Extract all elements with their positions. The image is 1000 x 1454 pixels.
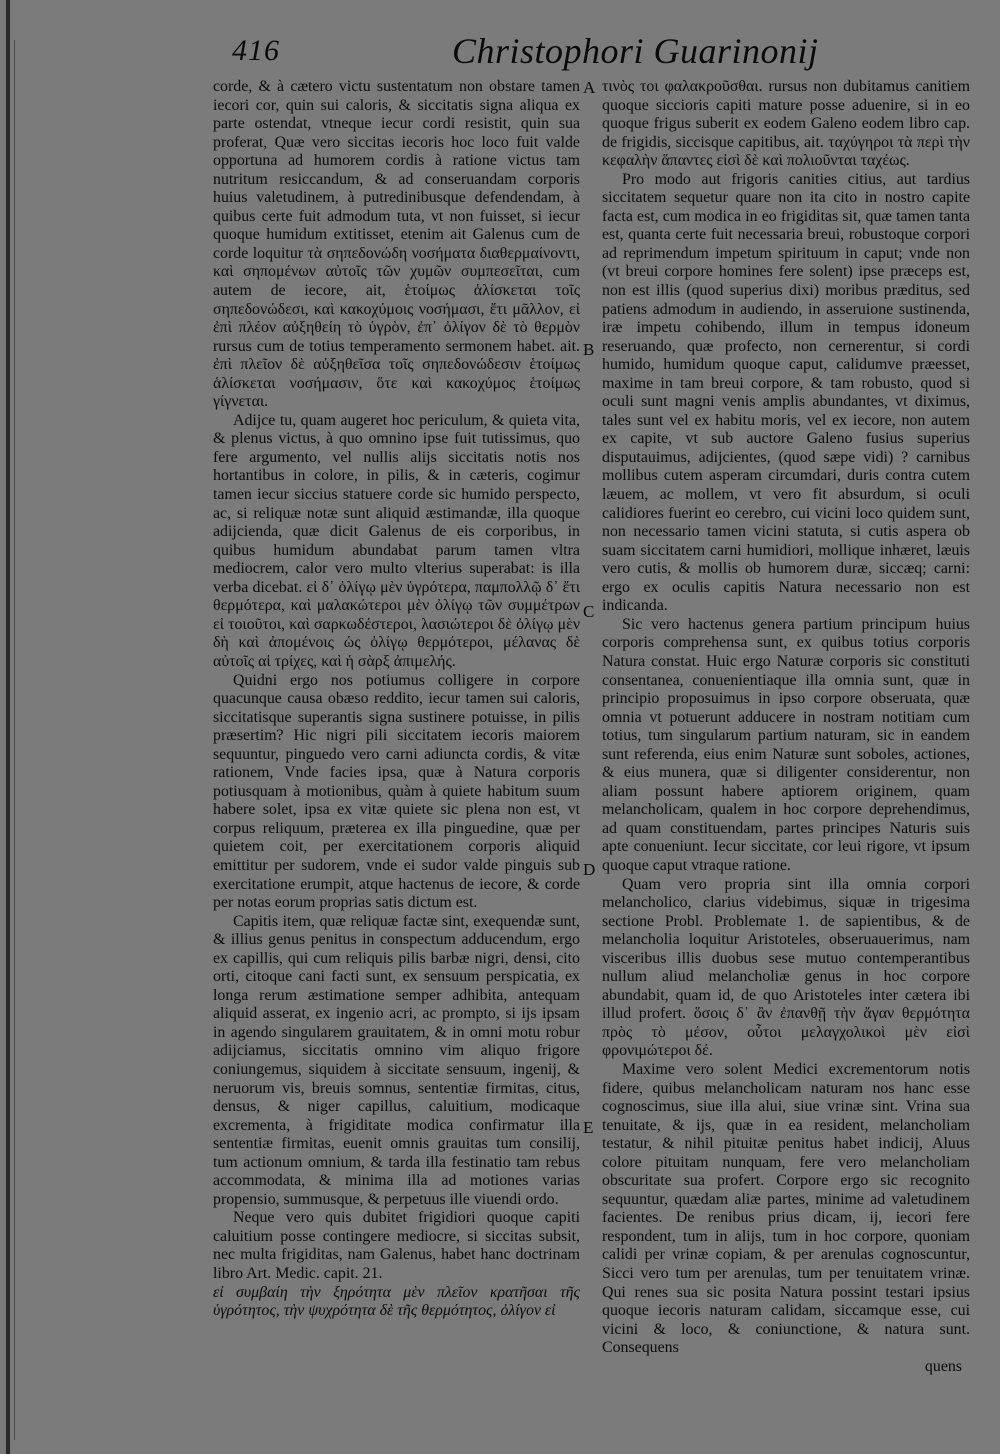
page-number: 416: [232, 34, 280, 67]
paragraph: τινὸς τοι φαλακροῦσθαι. rursus non dubitamus canitiem quoque siccioris capiti mature posse aduenire, si in eo quoque frigus suberit ex eodem Galeno eodem libro cap. de frigidis, siccisque capitibus, ait. ταχύγηροι τὰ περὶ τὴν κεφαλὴν ἅπαντες εἰσὶ δὲ καὶ πολιοῦνται ταχέως.: [602, 78, 970, 170]
page-gutter-line: [14, 40, 15, 1440]
catchword: quens: [924, 1357, 962, 1375]
paragraph: Pro modo aut frigoris canities citius, aut tardius siccitatem sequetur quare non ita cito in nostro capite facta est, cum modica in eo frigiditas sit, quæ tamen tanta est, quanta certe fuit necessaria breui, robustoque corpori ad reprimendum impetum spirituum in caput; vnde non (vt breui corpore homines fere solent) ipse præceps est, non est illis (quod superius dixi) moribus præditus, sed patiens admodum in audiendo, in asseruione sustinenda, iræ impetu cohibendo, illum in tempus idoneum reseruando, quæ profecto, non cernerentur, si cordi humido, humidum quoque caput, calidumve præesset, maxime in tam breui corpore, & tam robusto, quod si oculi sunt magni venis amplis abundantes, vt diximus, tales sunt vel ex habitu moris, vel ex iecore, non autem ex capite, vt sub auctore Galeno fusius superius disputauimus, adijcientes, (quod sæpe vidi) ? carnibus mollibus cutem asperam circumdari, duris contra cutem læuem, ac mollem, vt vero fit absurdum, si oculi calidiores fuerint eo cerebro, cui vicini loco quidem sunt, non necessario tamen vicini statuta, si cutis aspera ob suam siccitatem carni humidiori, mollique inhæret, læuis vero cutis, & mollis ob humorem duræ, siccæq; carni: ergo ex oculis capitis Natura necessario non est indicanda.: [602, 170, 970, 615]
paragraph: Sic vero hactenus genera partium principum huius corporis comprehensa sunt, ex quibus totius corporis Natura constat. Huic ergo Naturæ corporis sic constituti consentanea, conuenientiaque illa omnia sunt, quæ in principio proposuimus in ipso corpore obseruata, quæ omnia vt potuerunt adducere in nostram notitiam cum totius, tum singularum partium naturam, sic in eandem sunt referenda, eius enim Naturæ sunt soboles, actiones, & eius munera, quæ si diligenter considerentur, non aliam possunt habere aptiorem originem, quam melancholicam, qualem in hoc corpore deprehendimus, ad quam constituendam, partes principes Naturis suis apte conueniunt. Iecur siccitate, cor leui rigore, vt ipsum quoque caput vtraque ratione.: [602, 615, 970, 874]
paragraph: Capitis item, quæ reliquæ factæ sint, exequendæ sunt, & illius genus penitus in conspectum adducendum, ergo ex capillis, qui cum reliquis pilis barbæ nigri, densi, cito orti, citoque cani facti sunt, ex sensuum perspicatia, ex longa rerum æstimatione semper adhibita, antequam aliquid asserat, ex ingenio acri, ac prompto, si ijs ipsam in agendo singularem grauitatem, & in omni motu robur adijciamus, siccitatis omnino vim aliquo frigore coniungemus, siquidem à siccitate sensuum, ingenij, & neruorum vis, breuis somnus, sententiæ firmitas, citus, densus, & niger capillus, caluitium, modicaque excrementa, à frigiditate modica confirmatur illa sententiæ firmitas, euenit omnis grauitas tum consilij, tum actionum omnium, & tarda illa festinatio tam rebus accommodata, & minima illa ad motiones varias propensio, summusque, & perpetuus ille viuendi ordo.: [213, 912, 580, 1208]
right-text-column: [602, 78, 970, 1376]
margin-marker-c: C: [583, 602, 595, 621]
page-spine-edge: [6, 0, 10, 1454]
paragraph: Maxime vero solent Medici excrementorum notis fidere, quibus melancholicam naturam nos hanc esse cognoscimus, siue illa alui, siue vrinæ sint. Vrina sua tenuitate, & ijs, quæ in ea resident, melancholiam testatur, & nihil pituitæ penitus habet indicij, Aluus colore pituitam nunquam, fere vero melancholiam obscuritate sua profert. Corpore ergo sic recognito sequuntur, quædam aliæ partes, minime ad valetudinem facientes. De renibus prius dicam, ij, iecori fere respondent, tum in alijs, tum in hoc corpore, quoniam calidi per vrinæ copiam, & per arenulas cognoscuntur, Sicci vero tum per arenulas, tum per tenuitatem vrinæ. Qui renes sua sic posita Natura possint testari ipsius quoque iecoris naturam calidam, siccamque esse, cui vicini & loco, & coniunctione, & natura sunt. Consequens: [602, 1060, 970, 1357]
greek-quotation: εἰ συμβαίη τὴν ξηρότητα μὲν πλεῖον κρατῆσαι τῆς ὑγρότητος, τὴν ψυχρότητα δὲ τῆς θερμότητος, ὀλίγον εἰ: [213, 1283, 580, 1320]
margin-marker-a: A: [583, 78, 596, 97]
margin-marker-b: B: [583, 340, 595, 359]
paragraph: Neque vero quis dubitet frigidiori quoque capiti caluitium posse contingere mediocre, si siccitas subsit, nec multa frigiditas, nam Galenus, habet hanc doctrinam libro Art. Medic. capit. 21.: [213, 1209, 580, 1282]
paragraph: corde, & à cætero victu sustentatum non obstare tamen iecori cor, quin sui caloris, & siccitatis signa aliqua ex parte ostendat, vtneque iecur cordi resistit, quin sua proferat, Quæ vero siccitas iecoris hoc loco fuit valde opportuna ad humorem cordis à ratione victus tam nutritum resiccandum, & ad conseruandam corporis huius valetudinem, à putredinibusque defendendam, à quibus certe fuit admodum tuta, vt non fuisset, si iecur quoque humidum extitisset, etenim ait Galenus cum de corde loquitur τὰ σηπεδονώδη νοσήματα διαθερμαίνοντι, καὶ σηπομένων αὐτοῖς τῶν χυμῶν συμπεσεῖται, cum autem de iecore, ait, ἑτοίμως ἁλίσκεται τοῖς σηπεδονώδεσι, καὶ κακοχύμοις νοσήμασι, ἔτι μᾶλλον, εἰ ἐπὶ πλέον αὐξηθείη τὸ ὑγρὸν, ἐπ᾿ ὀλίγον δὲ τὸ θερμὸν rursus cum de totius temperamento sermonem habet. ait. ἐπὶ πλεῖον δὲ αὐξηθεῖσα τοῖς σηπεδονώδεσιν ἑτοίμως ἁλίσκεται νοσήμασιν, ὅτε καὶ κακοχύμος ἑτοίμως γίγνεται.: [213, 78, 580, 411]
paragraph: Quidni ergo nos potiumus colligere in corpore quacunque causa obæso reddito, iecur tamen sui caloris, siccitatisque superantis signa sustinere potuisse, in pilis præsertim? Hic nigri pili siccitatem iecoris maiorem sequuntur, pinguedo vero carni adiuncta cordis, & vitæ rationem, Vnde facies ipsa, quæ à Natura corporis potiusquam à motionibus, quàm à quiete habitum suum habere solet, ipsa ex vitæ quiete sic plena non est, vt corpus reliquum, præterea ex illa pinguedine, quæ per quietem coit, per exercitationem corporis aliquid emittitur per sudorem, vnde ei sudor valde pinguis sub exercitatione erumpit, atque hactenus de iecore, & corde per notas eorum proprias satis dictum est.: [213, 671, 580, 912]
margin-marker-e: E: [583, 1118, 594, 1137]
paragraph: Adijce tu, quam augeret hoc periculum, & quieta vita, & plenus victus, à quo omnino ipse fuit tutissimus, quo fere argumento, vel nullis alijs siccitatis notis nos hortantibus in colore, in pilis, & in cæteris, cogimur tamen iecur siccius statuere corde sic humido perspecto, ac, si reliquæ notæ sunt aliquid æstimandæ, illa quoque adijcienda, quæ dicit Galenus de eis corporibus, in quibus humidum abundabat parum tamen vltra mediocrem, calor vero multo vlterius superabat: is illa verba dicebat. εἰ δ᾿ ὀλίγῳ μὲν ὑγρότερα, παμπολλῷ δ᾿ ἔτι θερμότερα, καὶ μαλακώτεροι μὲν ὀλίγῳ τῶν συμμέτρων εἰ τοιοῦτοι, καὶ σαρκωδέστεροι, λασιώτεροι δὲ ὀλίγῳ μὲν δὴ καὶ ἀπομένοις ὡς ὀλίγῳ θερμότεροι, μέλανας δὲ αὐτοῖς αἱ τρίχες, καὶ ἡ σὰρξ ἀπιμελής.: [213, 411, 580, 670]
paragraph: Quam vero propria sint illa omnia corpori melancholico, clarius videbimus, siquæ in trigesima sectione Probl. Problemate 1. de sapientibus, & de melancholia loquitur Aristoteles, obseruauerimus, nam visceribus illis duobus sese mutuo contemperantibus nullum aliud melancholiæ genus in hoc corpore abundabit, quam id, de quo Aristoteles inter cætera ibi illud profert. ὅσοις δ᾿ ἂν ἐπανθῇ τὴν ἄγαν θερμότητα πρὸς τὸ μέσον, οὗτοι μελαγχολικοὶ μὲν εἰσὶ φρονιμώτεροι δέ.: [602, 875, 970, 1060]
left-text-column: [213, 78, 580, 1321]
running-title: Christophori Guarinonij: [452, 31, 819, 71]
margin-marker-d: D: [583, 860, 596, 879]
